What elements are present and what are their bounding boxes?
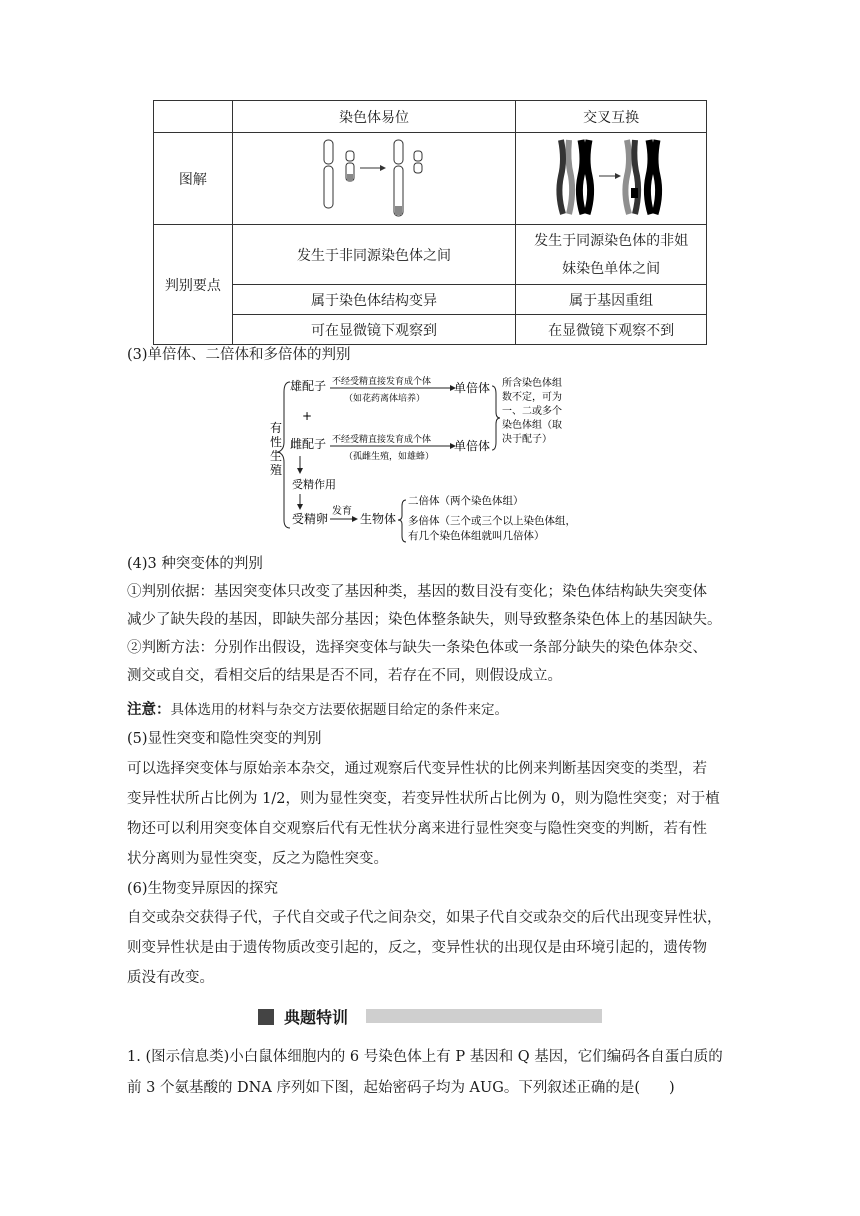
section4-p2-line1: ②判断方法：分别作出假设，选择突变体与缺失一条染色体或一条部分缺失的染色体杂交、: [127, 640, 707, 656]
section6-heading: (6)生物变异原因的探究: [127, 881, 279, 897]
haploid-note-4: 决于配子）: [502, 434, 552, 445]
point-left-3: 可在显微镜下观察到: [232, 315, 515, 345]
section-banner: [258, 1007, 602, 1027]
point-right-3: 在显微镜下观察不到: [516, 315, 707, 345]
section5-line2: 变异性状所占比例为 1/2，则为显性突变，若变异性状所占比例为 0，则为隐性突变；对于植: [127, 791, 720, 807]
organism: 生物体: [360, 512, 397, 526]
note-text: 具体选用的材料与杂交方法要依据题目给定的条件来定。: [170, 702, 508, 718]
haploid-top: 单倍体: [454, 381, 491, 395]
point-right-1-line2: 妹染色单体之间: [562, 260, 661, 277]
crossover-diagram: [516, 133, 707, 225]
banner-bar: [366, 1009, 602, 1023]
col-header-translocation: 染色体易位: [232, 101, 515, 133]
note-label: 注意：: [127, 702, 171, 718]
arrow-top-sub: （如花药离体培养）: [344, 394, 426, 404]
male-gamete: 雄配子: [290, 379, 327, 393]
section4-p1-line1: ①判别依据：基因突变体只改变了基因种类，基因的数目没有变化；染色体结构缺失突变体: [127, 584, 707, 600]
col-header-crossover: 交叉互换: [516, 101, 707, 133]
point-right-2: 属于基因重组: [516, 285, 707, 315]
arrow-mid-label: 不经受精直接发育成个体: [332, 435, 432, 445]
section6-line2: 则变异性状是由于遗传物质改变引起的，反之，变异性状的出现仅是由环境引起的，遗传物: [127, 940, 707, 956]
develop-label: 发育: [332, 506, 352, 517]
point-right-1: [516, 225, 707, 285]
zygote: 受精卵: [292, 512, 329, 526]
haploid-note-0: 所含染色体组: [502, 378, 562, 389]
translocation-diagram: [232, 133, 515, 225]
side-label-0: 有: [270, 421, 283, 435]
row-label-diagram: 图解: [154, 133, 233, 225]
translocation-illustration: [314, 136, 434, 218]
question1-text1: 小白鼠体细胞内的 6 号染色体上有 P 基因和 Q 基因，它们编码各自蛋白质的: [229, 1049, 723, 1065]
arrow-mid-sub: （孤雌生殖，如雄蜂）: [344, 452, 435, 462]
point-right-1-line1: 发生于同源染色体的非姐: [534, 232, 689, 249]
side-label-3: 殖: [270, 463, 283, 477]
question1-number: 1.: [127, 1049, 146, 1065]
organism-brace: [398, 500, 406, 542]
point-left-2: 属于染色体结构变异: [232, 285, 515, 315]
female-gamete: 雌配子: [290, 437, 327, 451]
row-label-points: 判别要点: [154, 225, 233, 345]
question1-tag: (图示信息类): [145, 1049, 230, 1065]
arrow-top-label: 不经受精直接发育成个体: [332, 377, 432, 387]
haploid-note-2: 一、二或多个: [502, 406, 562, 417]
fertilization-label: 受精作用: [292, 478, 336, 491]
polyploid-line1: 多倍体（三个或三个以上染色体组，: [408, 515, 576, 527]
section4-p2-line2: 测交或自交，看相交后的结果是否不同，若存在不同，则假设成立。: [127, 668, 562, 684]
section5-line4: 状分离则为显性突变，反之为隐性突变。: [127, 851, 388, 867]
haploid-brace: [492, 386, 500, 450]
section6-line3: 质没有改变。: [127, 970, 214, 986]
section5-heading: (5)显性突变和隐性突变的判别: [127, 731, 322, 747]
diploid-label: 二倍体（两个染色体组）: [408, 495, 524, 507]
ploidy-diagram: [264, 372, 604, 546]
section6-line1: 自交或杂交获得子代，子代自交或子代之间杂交，如果子代自交或杂交的后代出现变异性状，: [127, 910, 722, 926]
point-left-1: 发生于非同源染色体之间: [232, 225, 515, 285]
crossover-illustration: [551, 136, 671, 218]
haploid-note-3: 染色体组（取: [502, 420, 562, 431]
section5-line1: 可以选择突变体与原始亲本杂交，通过观察后代变异性状的比例来判断基因突变的类型，若: [127, 761, 707, 777]
plus-sign: +: [302, 409, 313, 423]
question1-line2: 前 3 个氨基酸的 DNA 序列如下图，起始密码子均为 AUG。下列叙述正确的是( ): [127, 1080, 675, 1096]
section4-p1-line2: 减少了缺失段的基因，即缺失部分基因；染色体整条缺失，则导致整条染色体上的基因缺失。: [127, 612, 722, 628]
side-label-2: 生: [270, 449, 283, 463]
section3-heading: (3)单倍体、二倍体和多倍体的判别: [127, 347, 351, 363]
note-paragraph: [127, 696, 737, 724]
section4-heading: (4)3 种突变体的判别: [127, 556, 263, 572]
banner-title: 典题特训: [284, 1008, 349, 1027]
comparison-table: [153, 100, 707, 345]
haploid-note-1: 数不定，可为: [502, 392, 562, 403]
side-label-1: 性: [270, 435, 283, 449]
section5-line3: 物还可以利用突变体自交观察后代有无性状分离来进行显性突变与隐性突变的判断，若有性: [127, 821, 707, 837]
question1-line1: [127, 1043, 737, 1071]
table-corner-cell: [154, 101, 233, 133]
polyploid-line2: 有几个染色体组就叫几倍体）: [408, 530, 545, 542]
banner-square-icon: [258, 1009, 274, 1025]
haploid-mid: 单倍体: [454, 439, 491, 453]
